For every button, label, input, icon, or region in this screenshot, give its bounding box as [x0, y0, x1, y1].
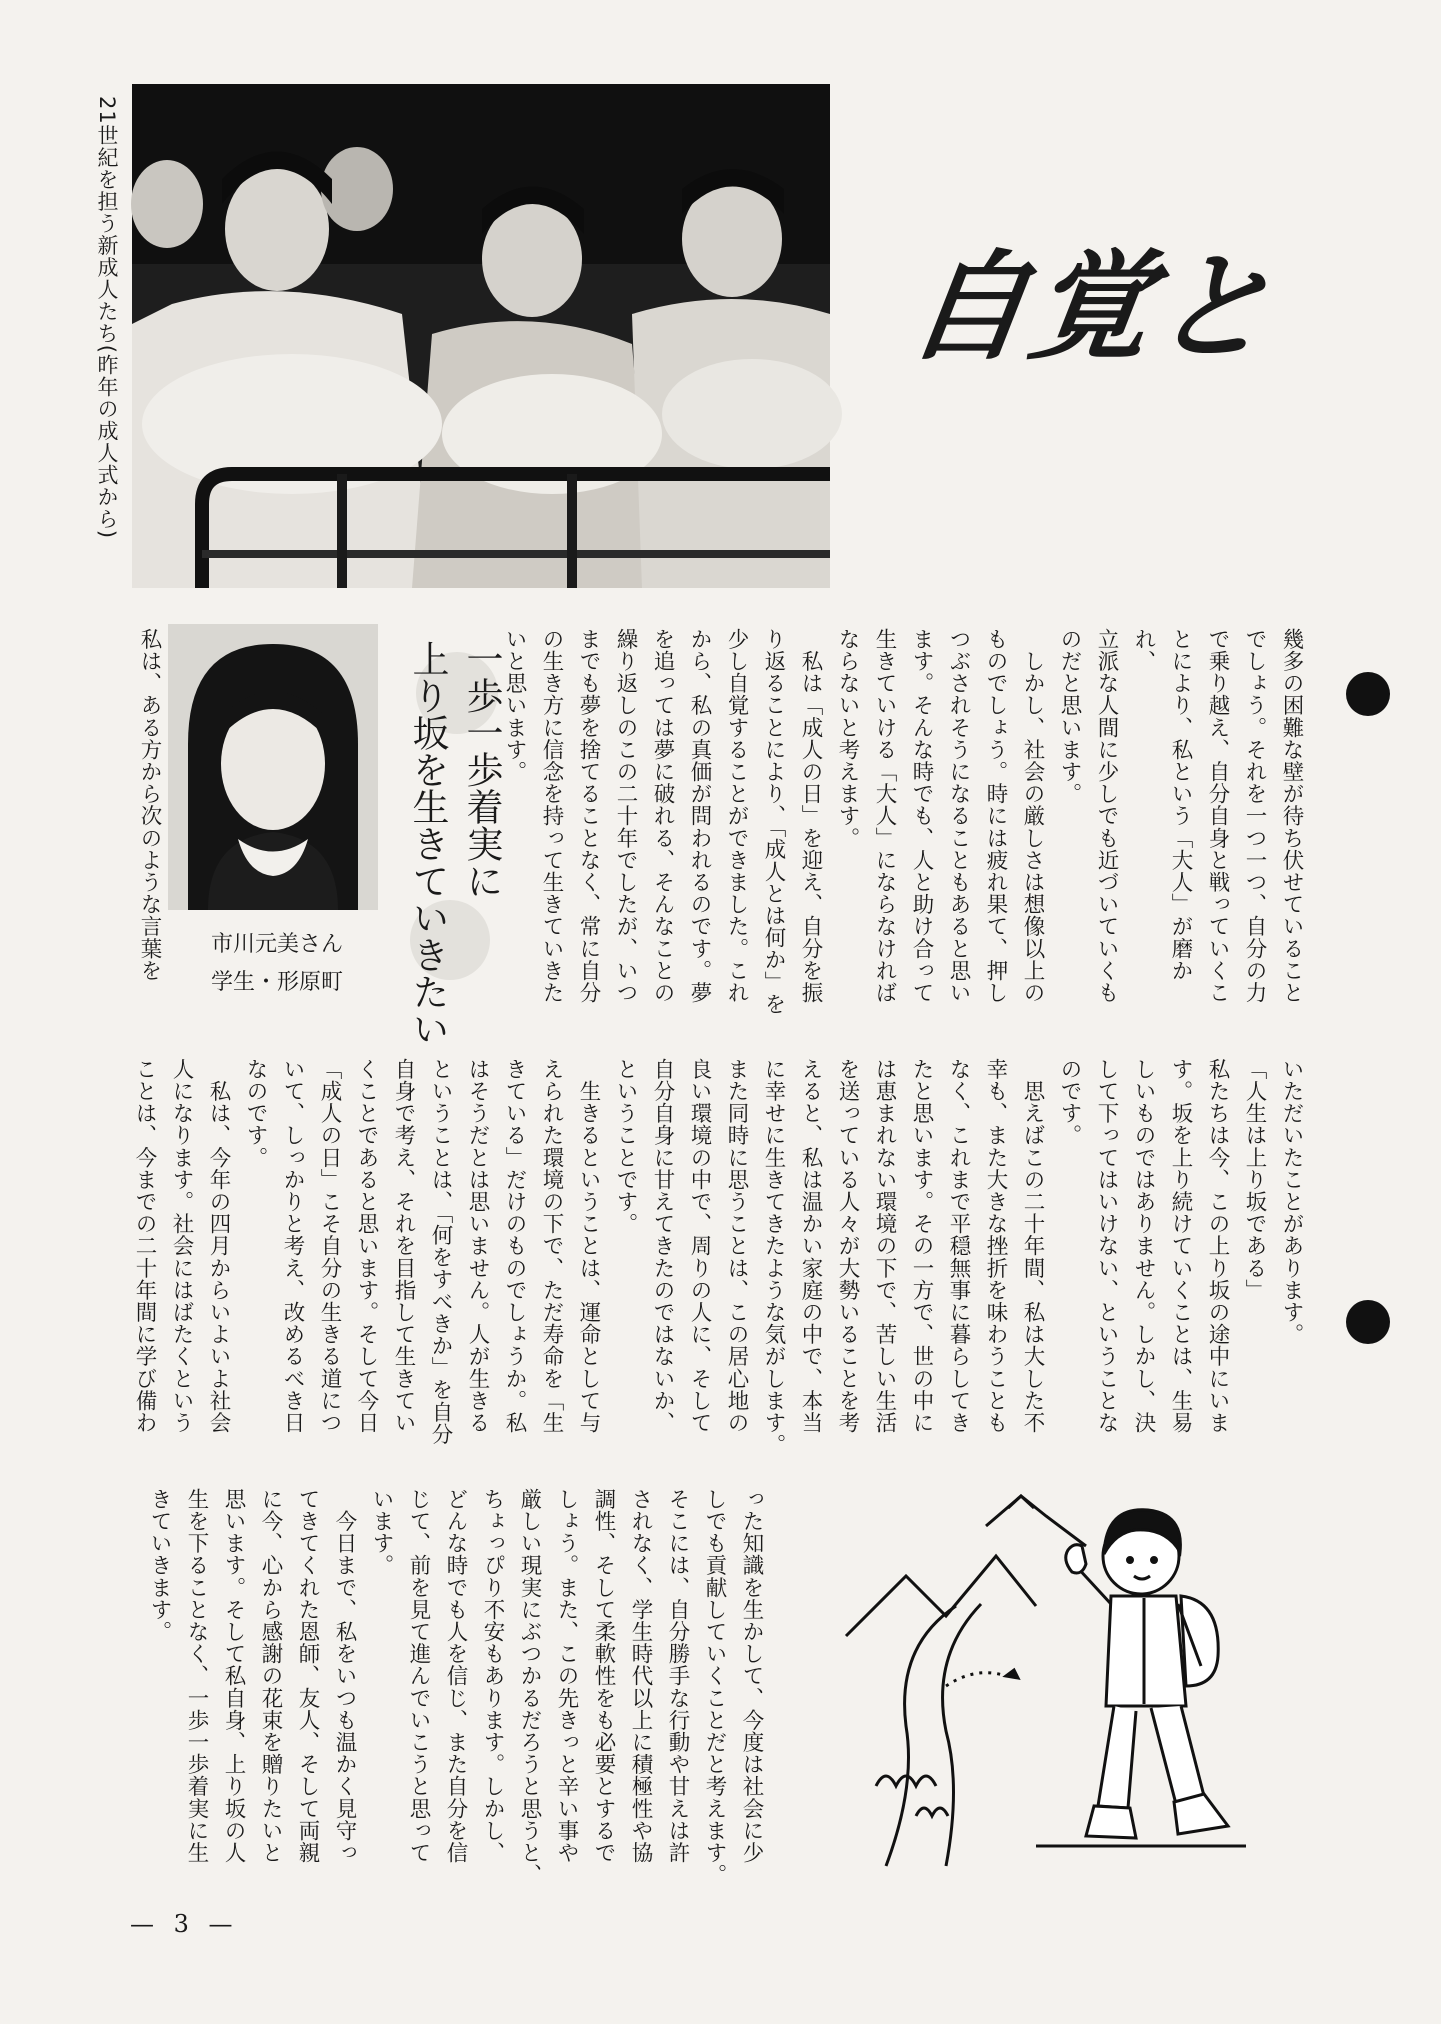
body-column-bottom: った知識を生かして、今度は社会に少 しでも貢献していくことだと考えます。 そこには、自分勝手な行動や甘えは許 されなく、学生時代以上に積極性や協 調性、そして柔軟性をも必要とするで しょう。また、この先きっと辛い事や 厳しい現実にぶつかるだろうと思うと、 ちょっぴり不安もあります。しかし、 どんな時でも人を信じ、また自分を信 じて、前を見て進んでいこうと思って います。 今日まで、私をいつも温かく見守っ てきてくれた恩師、友人、そして両親 に今、心から感謝の花束を贈りたいと 思います。そして私自身、上り坂の人 生を下ることなく、一歩一歩着実に生 きていきます。 — [147, 1488, 764, 1886]
bullet-dot-icon — [1346, 672, 1390, 716]
page-number: — 3 — — [130, 1910, 239, 1938]
photo-new-adults-icon — [132, 84, 830, 588]
bullet-dot-icon — [1346, 1300, 1390, 1344]
body-column-top: 幾多の困難な壁が待ち伏せていること でしょう。それを一つ一つ、自分の力 で乗り越え、自分自身と戦っていくこ とにより、私という「大人」が磨かれ、 立派な人間に少しでも近づいていくも のだと思います。 しかし、社会の厳しさは想像以上の ものでしょう。時には疲れ果て、押し つぶされそうになることもあると思い ます。そんな時でも、人と助け合って 生きていける「大人」にならなければ ならないと考えます。 私は「成人の日」を迎え、自分を振 り返ることにより、「成人とは何か」を 少し自覚することができました。これ から、私の真価が問われるのです。夢 を追っては夢に破れる、そんなことの 繰り返しのこの二十年でしたが、いつ までも夢を捨てることなく、常に自分 の生き方に信念を持って生きていきた いと思います。 — [502, 628, 1304, 1016]
subtitle-line-1: 一歩一歩着実に — [460, 640, 503, 899]
author-role: 学生・形原町 — [210, 970, 343, 995]
body-intro-line: 私は、ある方から次のような言葉を — [137, 628, 162, 982]
author-portrait — [168, 624, 378, 910]
author-info — [182, 926, 372, 1002]
hiker-illustration-icon — [836, 1486, 1256, 1886]
author-name: 市川元美さん — [210, 932, 343, 957]
article-subtitle — [398, 640, 508, 1047]
subtitle-line-2: 上り坂を生きていきたい — [406, 640, 449, 1047]
body-column-middle: いただいたことがあります。 「人生は上り坂である」 私たちは今、この上り坂の途中にいま す。坂を上り続けていくことは、生易 しいものではありません。しかし、決 して下ってはいけない、ということな のです。 思えばこの二十年間、私は大した不 幸も、また大きな挫折を味わうことも なく、これまで平穏無事に暮らしてき たと思います。その一方で、世の中に は恵まれない環境の下で、苦しい生活 を送っている人々が大勢いることを考 えると、私は温かい家庭の中で、本当 に幸せに生きてきたような気がします。 また同時に思うことは、この居心地の 良い環境の中で、周りの人に、そして 自分自身に甘えてきたのではないか、 ということです。 生きるということは、運命として与 えられた環境の下で、ただ寿命を「生 きている」だけのものでしょうか。私 はそうだとは思いません。人が生きる ということは、「何をすべきか」を自分 自身で考え、それを目指して生きてい くことであると思います。そして今日 「成人の日」こそ自分の生きる道につ いて、しっかりと考え、改めるべき日 なのです。 私は、今年の四月からいよいよ社会 人になります。社会にはばたくという ことは、今までの二十年間に学び備わ — [132, 1058, 1304, 1456]
ceremony-photo — [132, 84, 830, 588]
hiker-mountain-illustration — [836, 1486, 1256, 1886]
photo-caption: 21世紀を担う新成人たち(昨年の成人式から) — [95, 96, 119, 540]
article-title: 自覚と — [900, 237, 1286, 376]
portrait-photo-icon — [168, 624, 378, 910]
